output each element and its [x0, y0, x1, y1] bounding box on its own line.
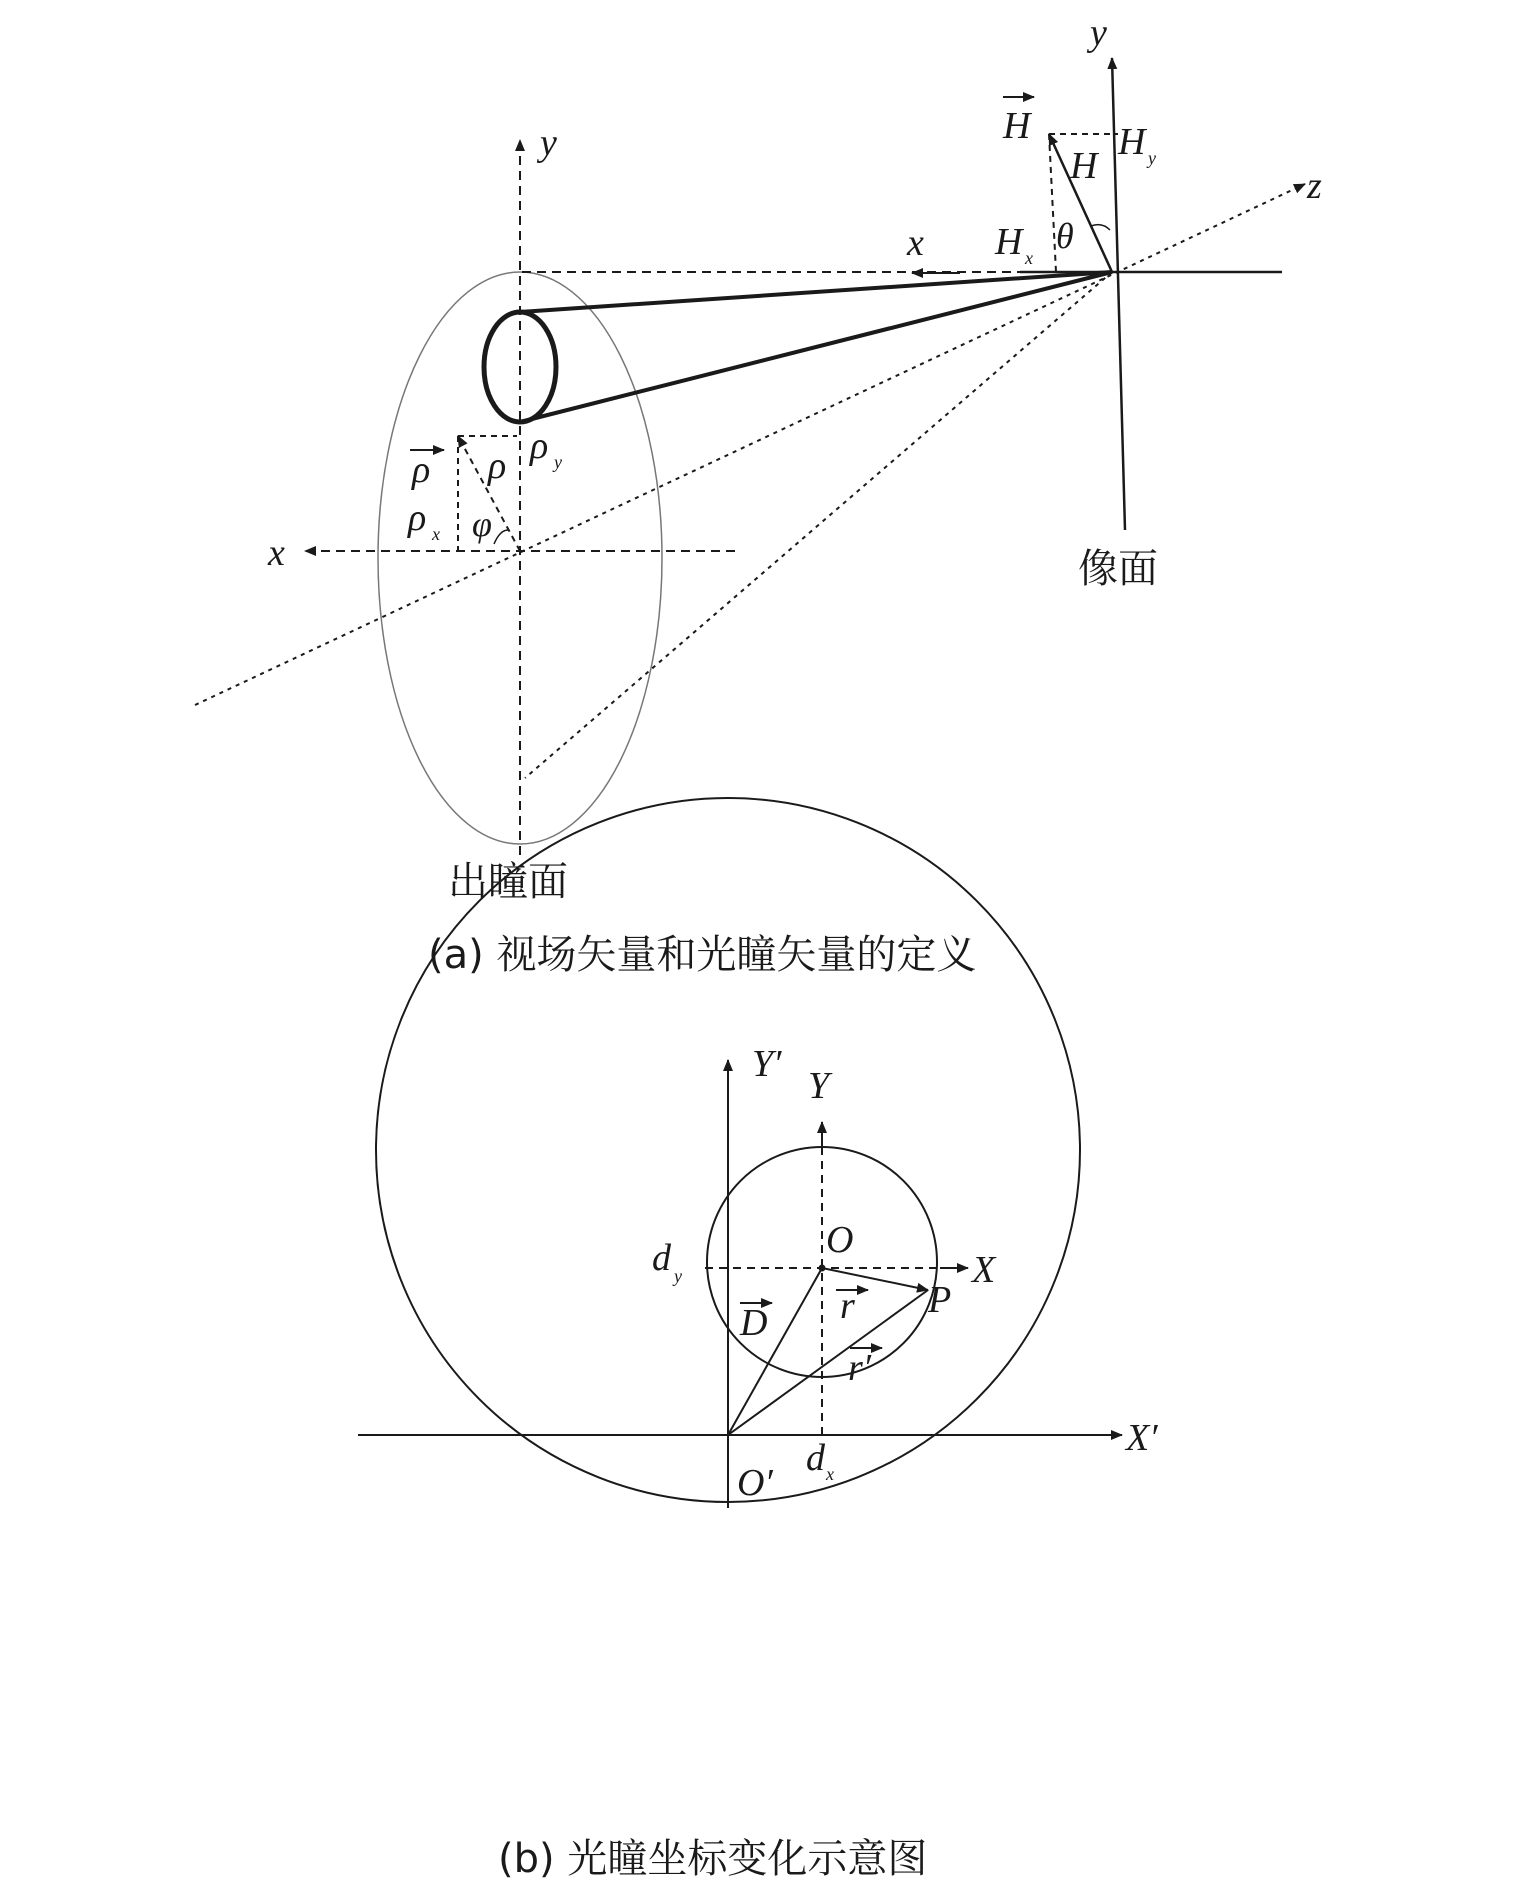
H-x-subscript: x [1025, 248, 1033, 268]
axis-Y-label: Y [808, 1065, 830, 1107]
d-y-subscript: y [674, 1266, 682, 1286]
phi-label: φ [472, 504, 492, 544]
d-x-label: d [806, 1437, 825, 1479]
vec-r-prime-label: r′ [848, 1347, 872, 1389]
axis-X-prime-label: X′ [1126, 1417, 1158, 1459]
rho-y-subscript: y [554, 452, 562, 472]
origin-O-prime-label: O′ [737, 1462, 773, 1504]
rho-x-subscript: x [432, 524, 440, 544]
H-x-label: H [995, 221, 1023, 263]
H-x-projection [1049, 134, 1056, 272]
caption-a: (a) 视场矢量和光瞳矢量的定义 [428, 932, 977, 978]
H-y-label: H [1118, 121, 1146, 163]
rho-x-label: ρ [408, 497, 427, 539]
rho-mag-label: ρ [488, 445, 507, 487]
axis-X-label: X [972, 1249, 996, 1291]
vector-D [728, 1268, 822, 1435]
theta-arc [1091, 225, 1110, 230]
phi-arc [494, 530, 508, 544]
optical-axis-z [195, 184, 1305, 705]
image-axis-z-label: z [1307, 165, 1322, 207]
image-plane-label: 像面 [1078, 546, 1158, 592]
pupil-axis-y-label: y [540, 122, 557, 164]
d-x-subscript: x [826, 1464, 834, 1484]
vec-r-label: r [840, 1285, 855, 1327]
ray-lower [520, 272, 1112, 422]
pupil-axis-x-label: x [268, 532, 285, 574]
origin-O-dot [819, 1265, 826, 1272]
rho-y-label: ρ [530, 425, 549, 467]
caption-b: (b) 光瞳坐标变化示意图 [498, 1836, 928, 1882]
origin-O-label: O [826, 1219, 854, 1261]
d-y-label: d [652, 1237, 671, 1279]
image-axis-x-label: x [907, 222, 924, 264]
H-mag-label: H [1070, 145, 1098, 187]
vec-rho-label: ρ [412, 449, 431, 491]
exit-pupil-label: 出瞳面 [448, 859, 568, 905]
theta-label: θ [1056, 216, 1074, 256]
ray-upper [520, 272, 1112, 312]
point-P-label: P [928, 1279, 952, 1321]
vec-D-label: D [740, 1302, 768, 1344]
image-axis-y-label: y [1090, 12, 1107, 54]
H-y-subscript: y [1148, 148, 1156, 168]
axis-Y-prime-label: Y′ [752, 1043, 782, 1085]
vector-r [822, 1268, 928, 1290]
figure-a [195, 12, 1322, 978]
vec-H-label: H [1003, 105, 1031, 147]
